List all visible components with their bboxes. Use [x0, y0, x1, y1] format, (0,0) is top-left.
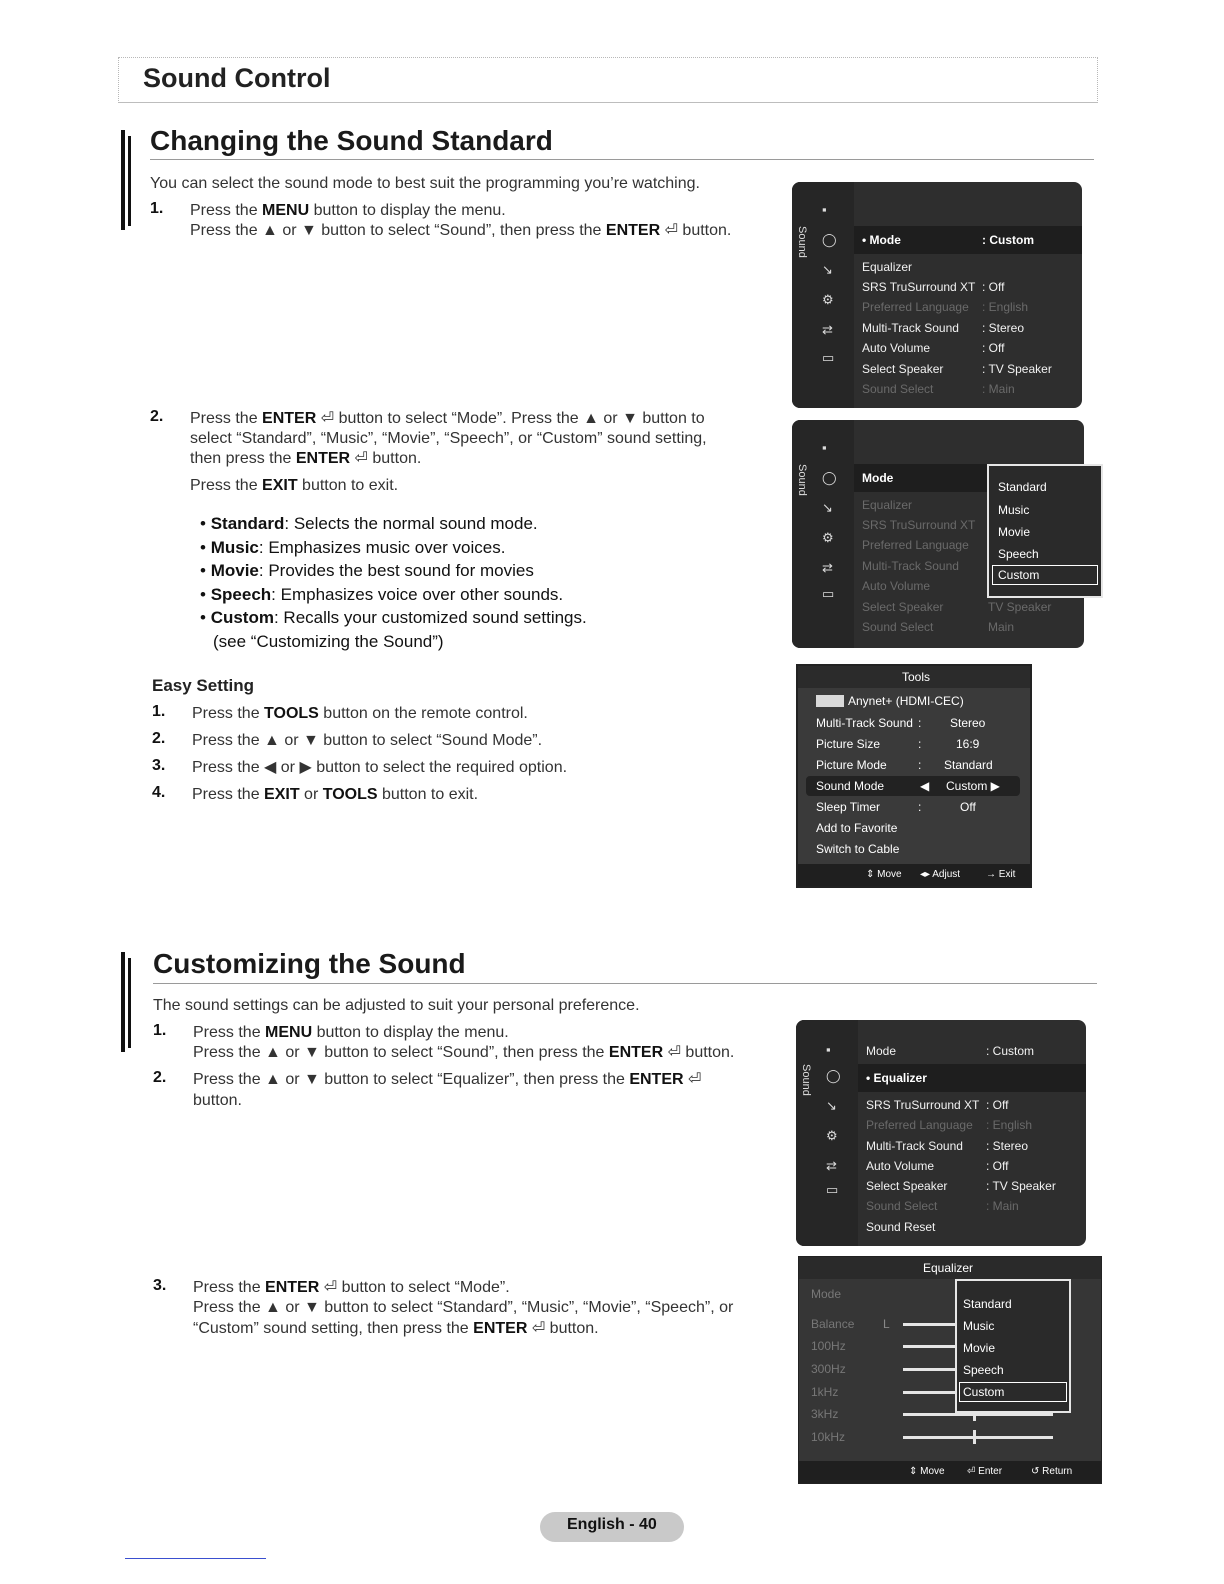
application-icon: ▭: [822, 350, 835, 365]
tools-sep: :: [918, 716, 922, 730]
menu-item-sound-select: Sound Select: [862, 382, 934, 396]
bullet-item: • Custom: Recalls your customized sound settings.: [200, 608, 587, 627]
tools-title: Tools: [902, 670, 931, 684]
menu-item-dim: Auto Volume: [862, 579, 931, 593]
step-text: Press the MENU button to display the menu.: [190, 202, 506, 219]
option-speech[interactable]: Speech: [963, 1363, 1004, 1377]
step-text: Press the MENU button to display the menu.: [193, 1024, 509, 1041]
step-text: Press the ENTER ⏎ button to select “Mode”. Press the ▲ or ▼ button to: [190, 410, 705, 427]
menu-item-equalizer[interactable]: Equalizer: [862, 260, 913, 274]
option-standard[interactable]: Standard: [963, 1297, 1012, 1311]
menu-item-equalizer[interactable]: • Equalizer: [866, 1071, 927, 1085]
menu-value: Main: [988, 620, 1015, 634]
setup-icon: ⚙: [822, 292, 834, 307]
step-number: 3.: [152, 757, 166, 774]
option-custom[interactable]: Custom: [998, 568, 1040, 582]
tools-item[interactable]: Picture Size: [816, 737, 881, 751]
tools-anynet[interactable]: Anynet+ (HDMI-CEC): [848, 694, 964, 708]
eq-footer-return: ↺ Return: [1031, 1466, 1073, 1477]
option-custom[interactable]: Custom: [963, 1385, 1005, 1399]
tools-item[interactable]: Switch to Cable: [816, 842, 900, 856]
menu-side-label: Sound: [800, 1064, 812, 1096]
eq-band-label: Balance: [811, 1317, 855, 1331]
section-intro: The sound settings can be adjusted to suit your personal preference.: [153, 997, 640, 1014]
menu-item-sound-select: Sound Select: [866, 1199, 938, 1213]
eq-slider-knob[interactable]: [973, 1430, 976, 1444]
menu-item-dim: Sound Select: [862, 620, 934, 634]
tools-footer-adjust: ◂▸ Adjust: [920, 869, 961, 880]
menu-item-multi-track[interactable]: Multi-Track Sound: [862, 321, 959, 335]
tools-value: 16:9: [956, 737, 980, 751]
menu-item-dim: Equalizer: [862, 498, 913, 512]
menu-item-auto-volume[interactable]: Auto Volume: [866, 1159, 935, 1173]
step-number: 2.: [150, 408, 164, 425]
menu-value: : TV Speaker: [982, 362, 1052, 376]
mode-options-popup: [987, 464, 1103, 598]
step-text: Press the ▲ or ▼ button to select “Sound”, then press the ENTER ⏎ button.: [193, 1044, 735, 1061]
section-bar: [128, 136, 131, 226]
menu-item-srs[interactable]: SRS TruSurround XT: [866, 1098, 980, 1112]
step-number: 2.: [152, 730, 166, 747]
section-rule: [150, 159, 1094, 160]
picture-icon: ▪: [822, 202, 827, 217]
menu-item-mode[interactable]: • Mode: [862, 233, 901, 247]
section-rule: [153, 983, 1097, 984]
section-bar: [128, 958, 131, 1048]
sound-menu-equalizer-screenshot: [796, 1020, 1086, 1246]
bullet-list: [200, 512, 760, 653]
channel-icon: ↘: [822, 500, 833, 515]
section-bar: [121, 130, 125, 230]
application-icon: ▭: [826, 1182, 839, 1197]
menu-value: : Off: [982, 341, 1005, 355]
bullet-item: • Music: Emphasizes music over voices.: [200, 537, 506, 557]
eq-slider[interactable]: [903, 1436, 1053, 1439]
menu-item-select-speaker[interactable]: Select Speaker: [862, 362, 944, 376]
section-intro: You can select the sound mode to best suit the programming you’re watching.: [150, 175, 700, 192]
option-movie[interactable]: Movie: [998, 525, 1031, 539]
equalizer-screenshot: [798, 1256, 1102, 1484]
eq-band-label: 3kHz: [811, 1407, 839, 1421]
anynet-logo: [816, 695, 844, 707]
tools-sep: :: [918, 758, 922, 772]
menu-item-mode[interactable]: Mode: [862, 471, 894, 485]
menu-item-auto-volume[interactable]: Auto Volume: [862, 341, 931, 355]
menu-value: : Custom: [986, 1044, 1035, 1058]
tools-footer-exit: → Exit: [986, 869, 1016, 880]
bullet-item: • Speech: Emphasizes voice over other sounds.: [200, 584, 564, 604]
menu-item-dim: Multi-Track Sound: [862, 559, 959, 573]
step-text: Press the EXIT button to exit.: [190, 477, 399, 494]
menu-item-multi-track[interactable]: Multi-Track Sound: [866, 1139, 963, 1153]
section-bar: [121, 952, 125, 1052]
picture-icon: ▪: [826, 1042, 831, 1057]
option-speech[interactable]: Speech: [998, 547, 1039, 561]
step-text: Press the EXIT or TOOLS button to exit.: [192, 786, 479, 803]
section-title: Customizing the Sound: [153, 948, 466, 979]
menu-item-mode[interactable]: Mode: [866, 1044, 897, 1058]
menu-value: : English: [982, 300, 1029, 314]
menu-value: : Off: [982, 280, 1005, 294]
eq-balance-left: L: [883, 1317, 890, 1331]
tools-item[interactable]: Add to Favorite: [816, 821, 898, 835]
eq-mode-popup: [955, 1279, 1071, 1413]
option-standard[interactable]: Standard: [998, 480, 1047, 494]
menu-item-dim: SRS TruSurround XT: [862, 518, 976, 532]
tools-sep: :: [918, 800, 922, 814]
input-icon: ⇄: [822, 322, 833, 337]
menu-side-label: Sound: [796, 464, 808, 496]
menu-item-select-speaker[interactable]: Select Speaker: [866, 1179, 948, 1193]
option-movie[interactable]: Movie: [963, 1341, 996, 1355]
tools-item[interactable]: Multi-Track Sound: [816, 716, 913, 730]
tools-value: Off: [960, 800, 976, 814]
tools-menu-screenshot: [796, 664, 1032, 888]
input-icon: ⇄: [822, 560, 833, 575]
step-text: then press the ENTER ⏎ button.: [190, 450, 422, 467]
page-header-title: Sound Control: [143, 63, 331, 93]
bullet-item: • Standard: Selects the normal sound mode.: [200, 514, 538, 533]
tools-item-sound-mode[interactable]: Sound Mode: [816, 779, 885, 793]
sound-icon: ◯: [822, 232, 837, 247]
step-text: Press the ▲ or ▼ button to select “Sound Mode”.: [192, 732, 543, 749]
menu-value: TV Speaker: [988, 600, 1052, 614]
input-icon: ⇄: [826, 1158, 837, 1173]
step-number: 1.: [150, 200, 164, 217]
eq-band-label: 100Hz: [811, 1339, 846, 1353]
setup-icon: ⚙: [822, 530, 834, 545]
option-music[interactable]: Music: [998, 503, 1030, 517]
step-number: 1.: [153, 1022, 167, 1039]
menu-value: : Main: [982, 382, 1015, 396]
equalizer-title: Equalizer: [923, 1261, 974, 1275]
channel-icon: ↘: [822, 262, 833, 277]
setup-icon: ⚙: [826, 1128, 838, 1143]
menu-item-srs[interactable]: SRS TruSurround XT: [862, 280, 976, 294]
eq-footer-enter: ⏎ Enter: [967, 1466, 1003, 1477]
menu-value: : Custom: [982, 233, 1034, 247]
menu-item-dim: Preferred Language: [862, 538, 969, 552]
step-text: Press the ENTER ⏎ button to select “Mode”.: [193, 1279, 510, 1296]
step-text: Press the ▲ or ▼ button to select “Equalizer”, then press the ENTER ⏎: [193, 1071, 702, 1088]
eq-band-label: Mode: [811, 1287, 842, 1301]
menu-value: : Stereo: [986, 1139, 1029, 1153]
tools-item[interactable]: Picture Mode: [816, 758, 887, 772]
tools-item[interactable]: Sleep Timer: [816, 800, 881, 814]
sound-icon: ◯: [822, 470, 837, 485]
tools-sep: :: [918, 737, 922, 751]
easy-setting-title: Easy Setting: [152, 676, 255, 695]
tools-left-arrow[interactable]: ◀: [920, 779, 930, 793]
step-number: 4.: [152, 784, 166, 801]
eq-slider[interactable]: [903, 1413, 1053, 1416]
step-text: button.: [193, 1092, 242, 1109]
menu-value: : Off: [986, 1159, 1009, 1173]
sound-icon: ◯: [826, 1068, 841, 1083]
step-number: 3.: [153, 1277, 167, 1294]
eq-band-label: 10kHz: [811, 1430, 846, 1444]
menu-value: : Stereo: [982, 321, 1025, 335]
bullet-item: • Movie: Provides the best sound for movies: [200, 561, 534, 580]
step-number: 1.: [152, 703, 166, 720]
section-title: Changing the Sound Standard: [150, 125, 553, 156]
menu-item-sound-reset[interactable]: Sound Reset: [866, 1220, 936, 1234]
eq-band-label: 300Hz: [811, 1362, 846, 1376]
bullet-note: (see “Customizing the Sound”): [213, 631, 444, 651]
step-number: 2.: [153, 1069, 167, 1086]
menu-value: : Main: [986, 1199, 1019, 1213]
menu-item-preferred-language: Preferred Language: [862, 300, 969, 314]
step-text: Press the ◀ or ▶ button to select the required option.: [192, 759, 568, 776]
sound-menu-screenshot: [792, 182, 1082, 408]
tools-value: Standard: [944, 758, 993, 772]
step-text: Press the ▲ or ▼ button to select “Standard”, “Music”, “Movie”, “Speech”, or: [193, 1299, 734, 1316]
step-text: select “Standard”, “Music”, “Movie”, “Speech”, or “Custom” sound setting,: [190, 430, 707, 447]
picture-icon: ▪: [822, 440, 827, 455]
eq-footer-move: ⇕ Move: [909, 1466, 945, 1477]
menu-value: : English: [986, 1118, 1033, 1132]
step-text: Press the TOOLS button on the remote control.: [192, 705, 528, 722]
menu-side-label: Sound: [796, 226, 808, 258]
tools-value: Stereo: [950, 716, 986, 730]
tools-footer-move: ⇕ Move: [866, 869, 902, 880]
footer-line: [125, 1558, 266, 1559]
channel-icon: ↘: [826, 1098, 837, 1113]
application-icon: ▭: [822, 586, 835, 601]
option-music[interactable]: Music: [963, 1319, 995, 1333]
menu-value: : TV Speaker: [986, 1179, 1056, 1193]
eq-band-label: 1kHz: [811, 1385, 839, 1399]
page-number: English - 40: [567, 1516, 657, 1533]
menu-item-preferred-language: Preferred Language: [866, 1118, 973, 1132]
step-text: Press the ▲ or ▼ button to select “Sound”, then press the ENTER ⏎ button.: [190, 222, 732, 239]
menu-value: : Off: [986, 1098, 1009, 1112]
step-text: “Custom” sound setting, then press the ENTER ⏎ button.: [193, 1320, 599, 1337]
tools-value: Custom ▶: [946, 779, 1000, 793]
menu-item-dim: Select Speaker: [862, 600, 944, 614]
